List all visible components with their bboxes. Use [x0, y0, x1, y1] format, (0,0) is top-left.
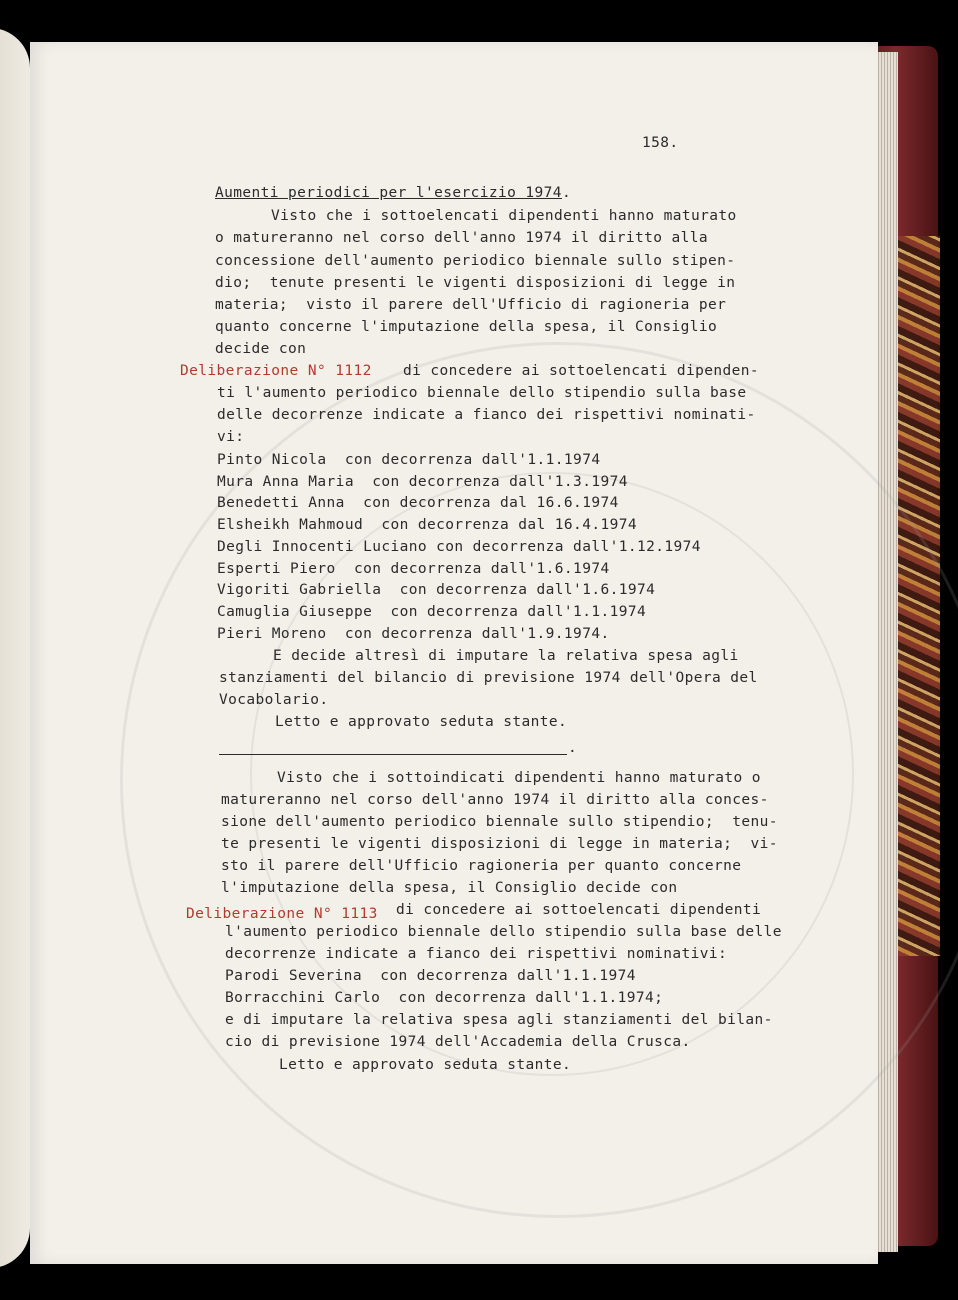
employee-entry: Degli Innocenti Luciano con decorrenza dall'1.12.1974: [217, 539, 701, 555]
closing-line-1: E decide altresì di imputare la relativa spesa agli: [273, 648, 739, 664]
employee-entry: Elsheikh Mahmoud con decorrenza dal 16.4.1974: [217, 517, 637, 533]
deliberation-text-line-2: ti l'aumento periodico biennale dello stipendio sulla base: [217, 385, 747, 401]
closing2-line-1: e di imputare la relativa spesa agli stanziamenti del bilan-: [225, 1012, 773, 1028]
intro2-line-2: matureranno nel corso dell'anno 1974 il diritto alla conces-: [221, 792, 769, 808]
intro-line-5: materia; visto il parere dell'Ufficio di ragioneria per: [215, 297, 727, 313]
employee-entry: Camuglia Giuseppe con decorrenza dall'1.1.1974: [217, 604, 647, 620]
deliberation-label-1112: Deliberazione N° 1112: [180, 363, 372, 379]
intro2-line-3: sione dell'aumento periodico biennale sullo stipendio; tenu-: [221, 814, 778, 830]
employee-entry: Borracchini Carlo con decorrenza dall'1.1.1974;: [225, 990, 664, 1006]
page-number: 158.: [642, 135, 679, 151]
employee-entry: Esperti Piero con decorrenza dall'1.6.1974: [217, 561, 610, 577]
closing-line-3: Vocabolario.: [219, 692, 329, 708]
employee-entry: Parodi Severina con decorrenza dall'1.1.1974: [225, 968, 636, 984]
closing-line-2: stanziamenti del bilancio di previsione 1974 dell'Opera del: [219, 670, 758, 686]
employee-entry: Mura Anna Maria con decorrenza dall'1.3.1974: [217, 474, 628, 490]
intro2-line-5: sto il parere dell'Ufficio ragioneria per quanto concerne: [221, 858, 742, 874]
intro-line-4: dio; tenute presenti le vigenti disposizioni di legge in: [215, 275, 736, 291]
deliberation-text-line-3: delle decorrenze indicate a fianco dei rispettivi nominati-: [217, 407, 756, 423]
section-title-end: .: [561, 185, 572, 201]
marbled-endpaper: [896, 236, 940, 956]
employee-entry: Pieri Moreno con decorrenza dall'1.9.1974.: [217, 626, 610, 642]
separator-end: .: [568, 740, 578, 756]
intro2-line-6: l'imputazione della spesa, il Consiglio decide con: [221, 880, 678, 896]
approval-line: Letto e approvato seduta stante.: [275, 714, 568, 730]
employee-entry: Pinto Nicola con decorrenza dall'1.1.1974: [217, 452, 601, 468]
deliberation-label-1113: Deliberazione N° 1113: [186, 906, 378, 922]
intro2-line-1: Visto che i sottoindicati dipendenti hanno maturato o: [277, 770, 761, 786]
section-title: [215, 184, 571, 202]
intro-line-1: Visto che i sottoelencati dipendenti hanno maturato: [271, 208, 737, 224]
deliberation-text-line-1: di concedere ai sottoelencati dipenden-: [403, 363, 760, 379]
section-title-text: Aumenti periodici per l'esercizio 1974: [215, 185, 562, 201]
left-page-edge: [0, 28, 30, 1268]
separator-rule: [219, 754, 567, 755]
employee-entry: Vigoriti Gabriella con decorrenza dall'1.6.1974: [217, 582, 656, 598]
intro-line-2: o matureranno nel corso dell'anno 1974 il diritto alla: [215, 230, 709, 246]
deliberation-text-line-4: vi:: [217, 429, 245, 445]
employee-entry: Benedetti Anna con decorrenza dal 16.6.1974: [217, 495, 619, 511]
intro-line-3: concessione dell'aumento periodico biennale sullo stipen-: [215, 253, 736, 269]
deliberation2-text-line-2: l'aumento periodico biennale dello stipendio sulla base delle: [225, 924, 782, 940]
intro-line-7: decide con: [215, 341, 307, 357]
closing2-line-2: cio di previsione 1974 dell'Accademia della Crusca.: [225, 1034, 691, 1050]
approval2-line: Letto e approvato seduta stante.: [279, 1057, 572, 1073]
deliberation2-text-line-3: decorrenze indicate a fianco dei rispettivi nominativi:: [225, 946, 728, 962]
intro2-line-4: te presenti le vigenti disposizioni di legge in materia; vi-: [221, 836, 778, 852]
deliberation2-text-line-1: di concedere ai sottoelencati dipendenti: [396, 902, 762, 918]
intro-line-6: quanto concerne l'imputazione della spesa, il Consiglio: [215, 319, 718, 335]
